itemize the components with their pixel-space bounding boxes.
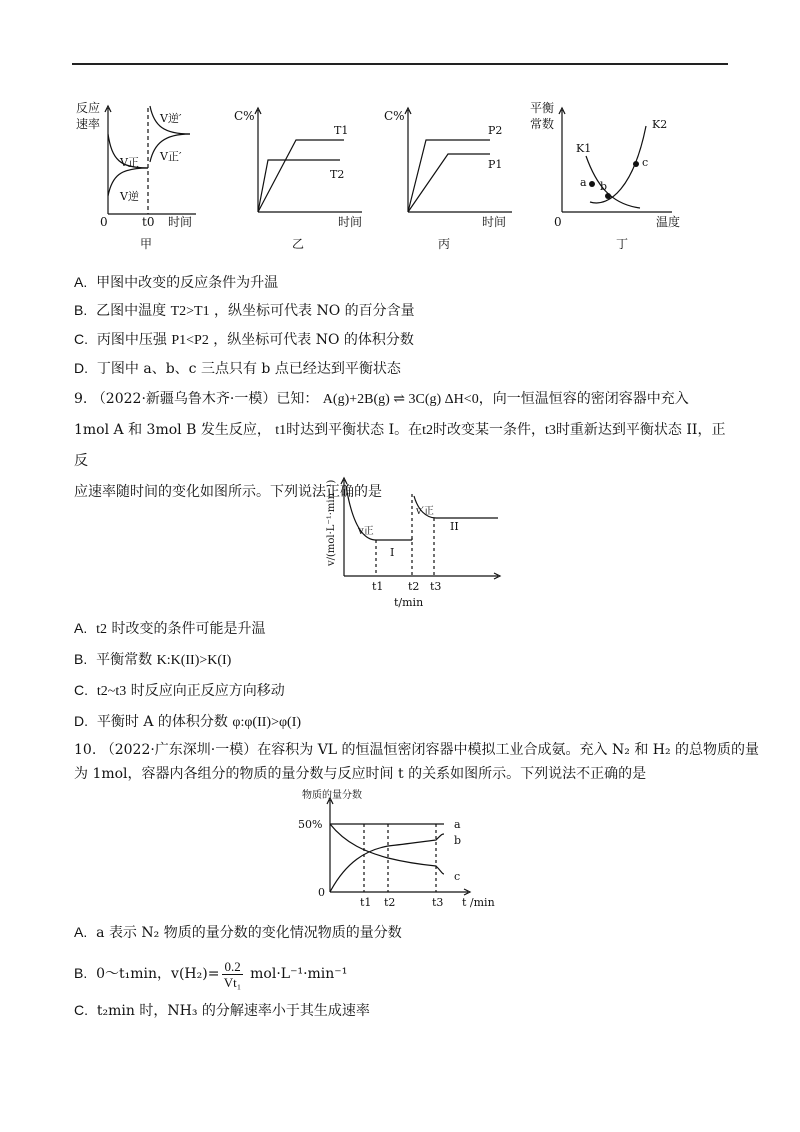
yi-t2: T2 [330,168,345,181]
jia-origin: 0 [100,215,108,229]
q10-option-c: C. t₂min 时，NH₃ 的分解速率小于其生成速率 [74,1002,370,1019]
yi-ylabel: C% [234,109,255,123]
q10-ylabel: 物质的量分数 [302,790,362,801]
q10-figure [296,788,516,916]
q9-option-b: B. 平衡常数 K:K(II)>K(I) [74,651,232,668]
bing-xlabel: 时间 [482,215,507,229]
header-rule [72,63,728,65]
ding-ylabel2: 常数 [530,117,555,131]
ding-k2: K2 [652,118,668,131]
q10-y50: 50% [298,818,323,831]
q8-option-a: A. 甲图中改变的反应条件为升温 [74,274,279,291]
q10-t2: t2 [384,896,396,909]
q10-option-b: B. 0～t₁min，v(H₂)= $\frac{0.2}{\text{Vt₁}}$ mol·L⁻¹·min⁻¹ [74,958,348,990]
q9-t1: t1 [372,580,384,593]
q9-state1: I [390,546,395,559]
q9-t2: t2 [408,580,420,593]
jia-ylabel: 反应 [76,101,101,115]
jia-vzheng: V正 [120,156,139,169]
jia-xlabel: 时间 [168,215,193,229]
yi-caption: 乙 [292,237,305,251]
q9-option-a: A. t2 时改变的条件可能是升温 [74,620,266,637]
bing-p2: P2 [488,124,503,137]
ding-origin: 0 [554,215,562,229]
bing-p1: P1 [488,158,503,171]
ding-c: c [642,156,649,169]
q10-stem-line1: 10. （2022·广东深圳·一模）在容积为 VL 的恒温恒密闭容器中模拟工业合成氨。充入 N₂ 和 H₂ 的总物质的量 [74,742,760,758]
q10-a: a [454,818,461,831]
q10-t3: t3 [432,896,444,909]
q10-stem-line2: 为 1mol，容器内各组分的物质的量分数与反应时间 t 的关系如图所示。下列说法不正确的是 [74,766,647,782]
q9-vzheng-prime: v′正 [416,506,434,517]
bing-caption: 丙 [438,237,451,251]
figure-yi [228,96,368,256]
q9-xlabel: t/min [394,596,424,609]
figure-bing [378,96,518,256]
q9-number: 9. [74,391,88,407]
q9-state2: II [450,520,459,533]
q9-vzheng: v正 [358,526,374,537]
q10-c: c [454,870,461,883]
q8-option-d: D. 丁图中 a、b、c 三点只有 b 点已经达到平衡状态 [74,360,401,377]
ding-a: a [580,176,587,189]
q9-stem: 9. （2022·新疆乌鲁木齐·一模）已知： A(g)+2B(g) ⇌ 3C(g) ΔH<0，向一恒温恒容的密闭容器中充入 1mol A 和 3mol B 发生反应， t1时达到平衡状态 I。在t2时改变某一条件，t3时重新达到平衡状态 II，正反 应速率随时间的变化如图所示。下列说法正确的是 [74,391,726,500]
q8-option-c: C. 丙图中压强 P1<P2 ，纵坐标可代表 NO 的体积分数 [74,331,414,348]
q10-option-a: A. a 表示 N₂ 物质的量分数的变化情况物质的量分数 [74,924,402,941]
q10-t1: t1 [360,896,372,909]
ding-ylabel: 平衡 [530,101,555,115]
figure-jia [72,96,212,256]
jia-caption: 甲 [140,237,153,251]
yi-t1: T1 [334,124,349,137]
q8-option-b: B. 乙图中温度 T2>T1 ，纵坐标可代表 NO 的百分含量 [74,302,415,319]
ding-b: b [600,180,608,193]
q9-option-c: C. t2~t3 时反应向正反应方向移动 [74,682,285,699]
q9-source: （2022·新疆乌鲁木齐·一模） [91,391,277,407]
ding-k1: K1 [576,142,592,155]
q9-t3: t3 [430,580,442,593]
q10-b: b [454,834,462,847]
q9-figure [322,474,512,610]
q10-origin: 0 [318,886,325,899]
jia-ylabel2: 速率 [76,117,101,131]
q9-ylabel: v/(mol·L⁻¹·min⁻¹) [326,479,337,566]
jia-t0: t0 [142,215,155,229]
q9-option-d: D. 平衡时 A 的体积分数 φ:φ(II)>φ(I) [74,713,302,730]
ding-caption: 丁 [616,237,629,251]
jia-vni: V逆 [120,190,139,203]
q10-number: 10. [74,742,97,758]
yi-xlabel: 时间 [338,215,363,229]
q10-xlabel: t /min [462,896,495,909]
ding-xlabel: 温度 [656,215,681,229]
jia-vni-prime: V逆′ [160,112,182,125]
jia-vzheng-prime: V正′ [160,150,182,163]
q10-source: （2022·广东深圳·一模） [100,742,258,758]
figure-ding [524,96,694,256]
bing-ylabel: C% [384,109,405,123]
q10-fraction: $\frac{0.2}{\text{Vt₁}}$ [223,958,242,990]
